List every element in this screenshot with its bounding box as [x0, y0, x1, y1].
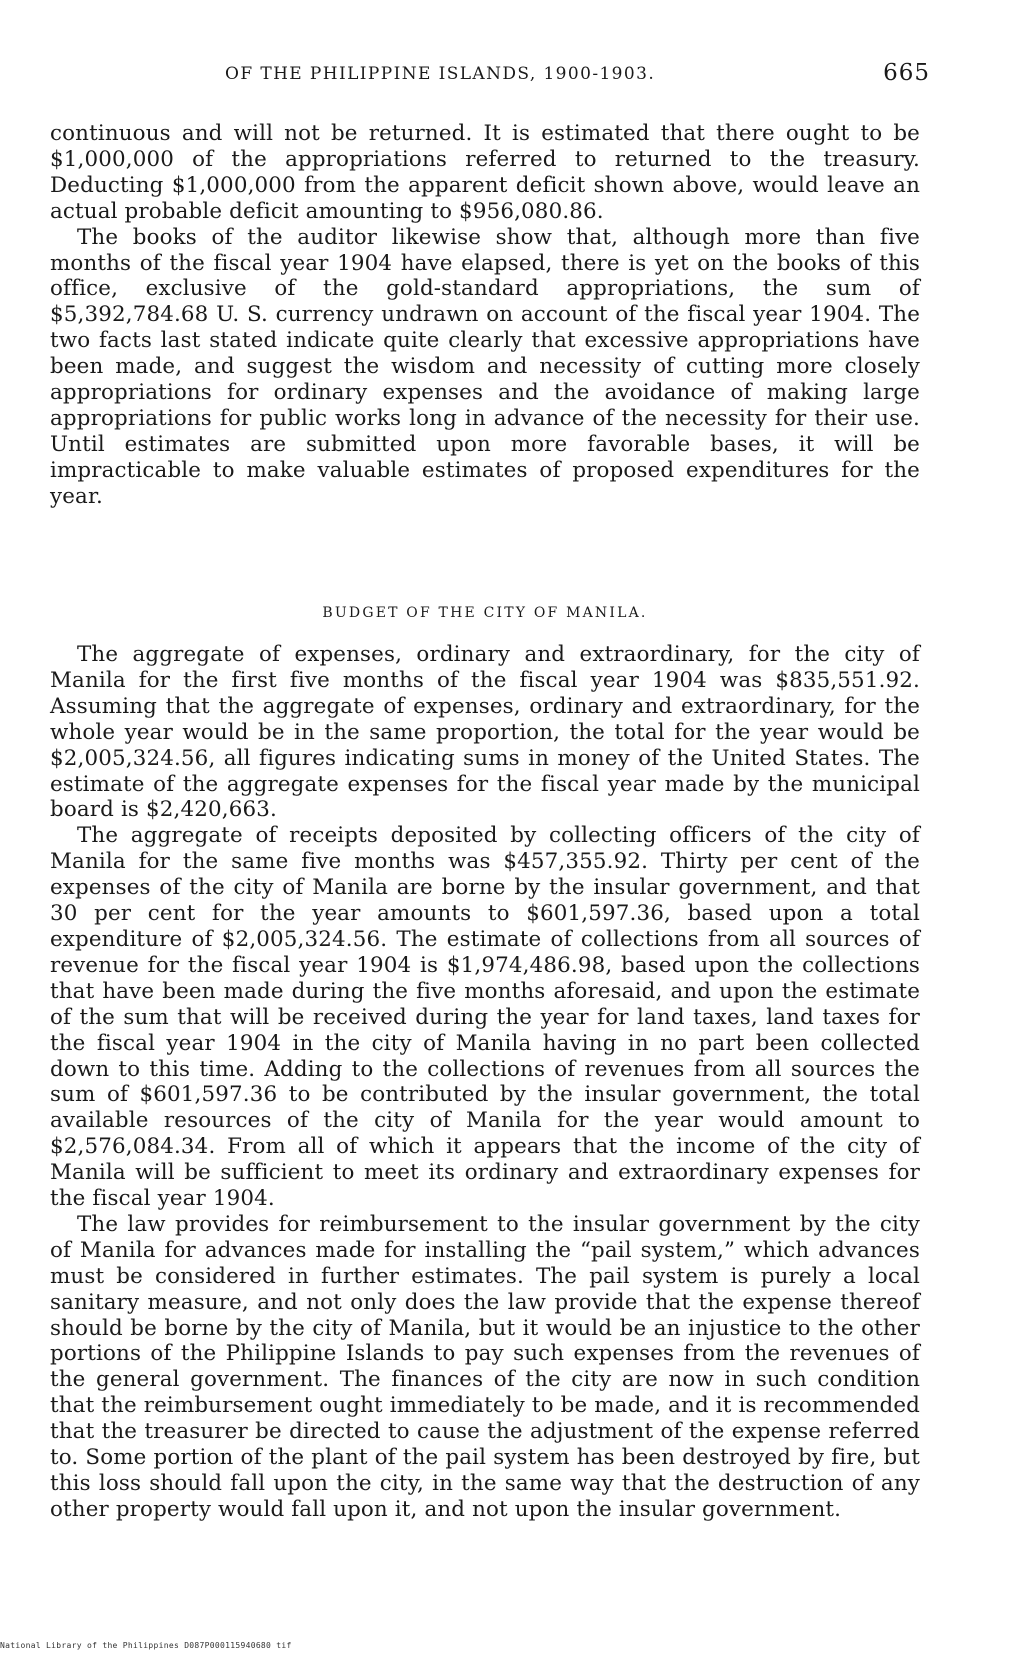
paragraph: The aggregate of receipts deposited by collecting officers of the city of Manila for the same five months was $457,355.92. Thirty per cent of the expenses of the city of Manila are borne by the insular government, and that 30 per cent for the year amounts to $601,597.36, based upon a total expenditure of $2,005,324.56. The estimate of collections from all sources of revenue for the fiscal year 1904 is $1,974,486.98, based upon the collections that have been made during the five months aforesaid, and upon the estimate of the sum that will be received during the year for land taxes, land taxes for the fiscal year 1904 in the city of Manila having in no part been collected down to this time. Adding to the collections of revenues from all sources the sum of $601,597.36 to be contributed by the insular government, the total available resources of the city of Manila for the year would amount to $2,576,084.34. From all of which it appears that the income of the city of Manila will be sufficient to meet its ordinary and extraordinary expenses for the fiscal year 1904.: [50, 823, 920, 1212]
paragraph: The books of the auditor likewise show that, although more than five months of the fiscal year 1904 have elapsed, there is yet on the books of this office, exclusive of the gold-standard appropriations, the sum of $5,392,784.68 U. S. currency undrawn on account of the fiscal year 1904. The two facts last stated indicate quite clearly that excessive appropriations have been made, and suggest the wisdom and necessity of cutting more closely appropriations for ordinary expenses and the avoidance of making large appropriations for public works long in advance of the necessity for their use. Until estimates are submitted upon more favorable bases, it will be impracticable to make valuable estimates of proposed expenditures for the year.: [50, 224, 920, 509]
section-heading: BUDGET OF THE CITY OF MANILA.: [322, 605, 648, 621]
running-header: [50, 60, 930, 90]
running-title: OF THE PHILIPPINE ISLANDS, 1900-1903.: [225, 64, 656, 84]
section-budget-manila: [50, 582, 920, 1523]
scan-footer-note: National Library of the Philippines D087P000115940680 tif: [0, 1641, 292, 1650]
paragraph: continuous and will not be returned. It is estimated that there ought to be $1,000,000 of the appropriations referred to returned to the treasury. Deducting $1,000,000 from the apparent deficit shown above, would leave an actual probable deficit amounting to $956,080.86.: [50, 121, 920, 224]
paragraph: The law provides for reimbursement to the insular government by the city of Manila for advances made for installing the “pail system,” which advances must be considered in further estimates. The pail system is purely a local sanitary measure, and not only does the law provide that the expense thereof should be borne by the city of Manila, but it would be an injustice to the other portions of the Philippine Islands to pay such expenses from the revenues of the general government. The finances of the city are now in such condition that the reimbursement ought immediately to be made, and it is recommended that the treasurer be directed to cause the adjustment of the expense referred to. Some portion of the plant of the pail system has been destroyed by fire, but this loss should fall upon the city, in the same way that the destruction of any other property would fall upon it, and not upon the insular government.: [50, 1211, 920, 1522]
page-number: 665: [883, 60, 930, 86]
section-deficit-text: [50, 121, 920, 510]
paragraph: The aggregate of expenses, ordinary and extraordinary, for the city of Manila for the first five months of the fiscal year 1904 was $835,551.92. Assuming that the aggregate of expenses, ordinary and extraordinary, for the whole year would be in the same proportion, the total for the year would be $2,005,324.56, all figures indicating sums in money of the United States. The estimate of the aggregate expenses for the fiscal year made by the municipal board is $2,420,663.: [50, 642, 920, 823]
